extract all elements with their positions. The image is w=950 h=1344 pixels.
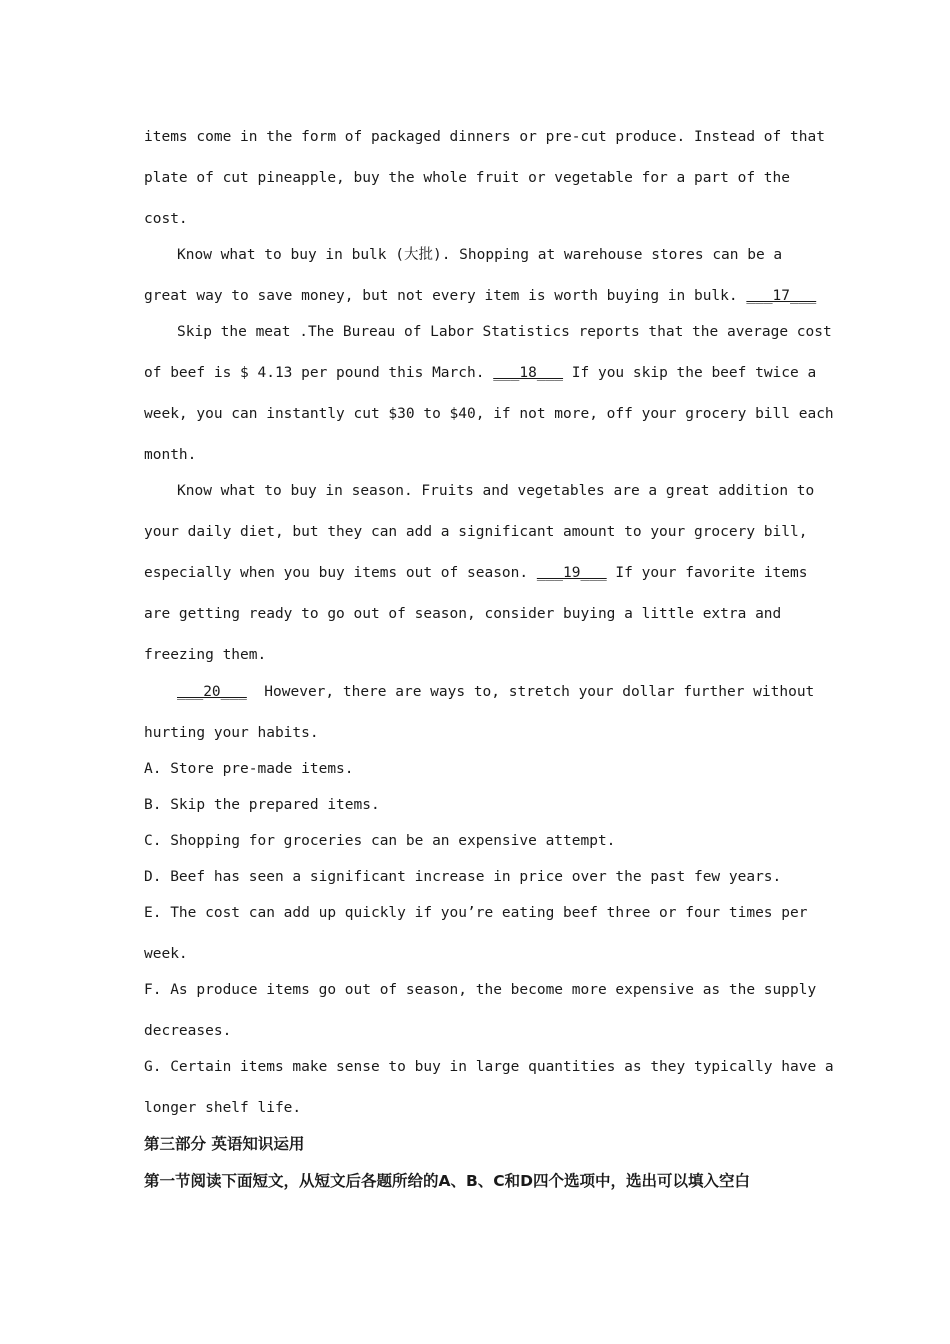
option-d: D. Beef has seen a significant increase in price over the past few years. (144, 869, 782, 885)
section-instruction: 第一节阅读下面短文，从短文后各题所给的A、B、C和D四个选项中，选出可以填入空白 (144, 1172, 751, 1190)
passage-line: of beef is $ 4.13 per pound this March. ___18___ If you skip the beef twice a (144, 365, 817, 381)
option-g-continued: longer shelf life. (144, 1100, 302, 1116)
option-b: B. Skip the prepared items. (144, 797, 380, 813)
option-f-continued: decreases. (144, 1023, 232, 1039)
option-e-continued: week. (144, 946, 188, 962)
option-c: C. Shopping for groceries can be an expensive attempt. (144, 833, 616, 849)
passage-line: freezing them. (144, 647, 267, 663)
passage-line: Skip the meat .The Bureau of Labor Statistics reports that the average cost (177, 324, 832, 340)
option-g: G. Certain items make sense to buy in large quantities as they typically have a (144, 1059, 834, 1075)
option-a: A. Store pre-made items. (144, 761, 354, 777)
passage-line: especially when you buy items out of season. ___19___ If your favorite items (144, 565, 808, 581)
blank-19: ___19___ (536, 565, 607, 581)
passage-line: great way to save money, but not every item is worth buying in bulk. ___17___ (144, 288, 817, 304)
passage-line: month. (144, 447, 197, 463)
passage-line: cost. (144, 211, 188, 227)
passage-line: are getting ready to go out of season, consider buying a little extra and (144, 606, 782, 622)
blank-20: ___20___ (177, 684, 247, 700)
blank-18: ___18___ (493, 365, 564, 381)
passage-line: week, you can instantly cut $30 to $40, if not more, off your grocery bill each (144, 406, 834, 422)
passage-line: plate of cut pineapple, buy the whole fruit or vegetable for a part of the (144, 170, 791, 186)
passage-line: your daily diet, but they can add a significant amount to your grocery bill, (144, 524, 808, 540)
passage-line: Know what to buy in bulk (大批). Shopping at warehouse stores can be a (177, 247, 783, 263)
passage-line: ___20___ However, there are ways to, stretch your dollar further without (177, 684, 815, 700)
blank-17: ___17___ (746, 288, 817, 304)
passage-line: hurting your habits. (144, 725, 319, 741)
option-e: E. The cost can add up quickly if you’re eating beef three or four times per (144, 905, 808, 921)
section-heading: 第三部分 英语知识运用 (144, 1135, 305, 1153)
passage-line: Know what to buy in season. Fruits and vegetables are a great addition to (177, 483, 815, 499)
passage-line: items come in the form of packaged dinners or pre-cut produce. Instead of that (144, 129, 825, 145)
option-f: F. As produce items go out of season, the become more expensive as the supply (144, 982, 817, 998)
